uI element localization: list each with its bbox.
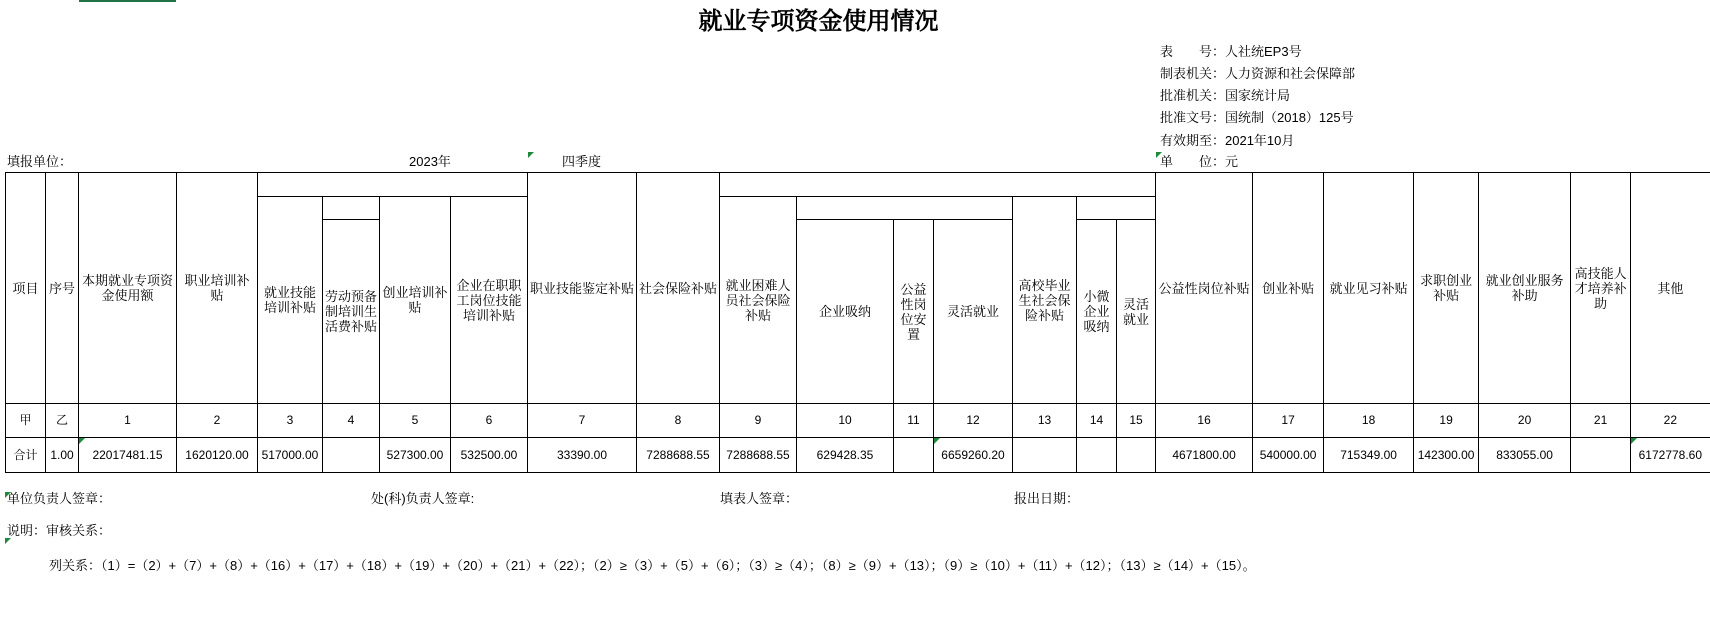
- index-row-cell-16[interactable]: 15: [1117, 404, 1156, 438]
- total-row-cell-8[interactable]: 33390.00: [528, 438, 637, 473]
- header-item[interactable]: 项目: [6, 173, 46, 404]
- index-row-cell-21[interactable]: 20: [1479, 404, 1571, 438]
- total-row-cell-22[interactable]: [1571, 438, 1631, 473]
- header-col-18[interactable]: 就业见习补贴: [1324, 173, 1414, 404]
- meta-approver[interactable]: 批准机关：国家统计局: [1160, 88, 1291, 103]
- column-selection-indicator: [79, 0, 176, 2]
- header-col-11[interactable]: 公益性岗位安置: [894, 220, 934, 404]
- index-row-cell-11[interactable]: 10: [797, 404, 894, 438]
- total-row-cell-12[interactable]: [894, 438, 934, 473]
- header-col-12[interactable]: 灵活就业: [934, 220, 1013, 404]
- total-row-cell-1[interactable]: 1.00: [46, 438, 79, 473]
- total-row-cell-13[interactable]: 6659260.20: [934, 438, 1013, 473]
- index-row-cell-22[interactable]: 21: [1571, 404, 1631, 438]
- report-date-label[interactable]: 报出日期：: [1014, 491, 1080, 506]
- index-row-cell-5[interactable]: 4: [323, 404, 380, 438]
- total-row-cell-23[interactable]: 6172778.60: [1631, 438, 1710, 473]
- total-row-cell-10[interactable]: 7288688.55: [720, 438, 797, 473]
- total-row-cell-9[interactable]: 7288688.55: [637, 438, 720, 473]
- total-row-cell-4[interactable]: 517000.00: [258, 438, 323, 473]
- index-row-cell-1[interactable]: 乙: [46, 404, 79, 438]
- report-year[interactable]: 2023年: [409, 154, 451, 169]
- cell-error-marker-icon: [79, 438, 85, 444]
- cell-error-marker-icon: [1631, 438, 1637, 444]
- total-row-cell-5[interactable]: [323, 438, 380, 473]
- report-quarter[interactable]: 四季度: [562, 154, 602, 169]
- header-col-1[interactable]: 本期就业专项资金使用额: [79, 173, 177, 404]
- section-head-signature-label[interactable]: 处(科)负责人签章:: [371, 491, 475, 506]
- total-row-cell-21[interactable]: 833055.00: [1479, 438, 1571, 473]
- funds-table: [5, 172, 1710, 473]
- total-row-cell-7[interactable]: 532500.00: [451, 438, 528, 473]
- header-col-21[interactable]: 高技能人才培养补助: [1571, 173, 1631, 404]
- index-row-cell-7[interactable]: 6: [451, 404, 528, 438]
- index-row-cell-15[interactable]: 14: [1077, 404, 1117, 438]
- index-row-cell-12[interactable]: 11: [894, 404, 934, 438]
- total-row-cell-20[interactable]: 142300.00: [1414, 438, 1479, 473]
- unit-head-signature-label[interactable]: 单位负责人签章：: [7, 491, 112, 506]
- meta-issuer[interactable]: 制表机关：人力资源和社会保障部: [1160, 66, 1356, 81]
- cell-error-marker-icon: [5, 492, 11, 498]
- header-col-19[interactable]: 求职创业补贴: [1414, 173, 1479, 404]
- total-row-cell-2[interactable]: 22017481.15: [79, 438, 177, 473]
- header-col-15[interactable]: 灵活就业: [1117, 220, 1156, 404]
- header-col-7[interactable]: 职业技能鉴定补贴: [528, 173, 637, 404]
- index-row-cell-3[interactable]: 2: [177, 404, 258, 438]
- note-label[interactable]: 说明：审核关系：: [7, 523, 112, 538]
- index-row-cell-9[interactable]: 8: [637, 404, 720, 438]
- index-row-cell-4[interactable]: 3: [258, 404, 323, 438]
- total-row-cell-17[interactable]: 4671800.00: [1156, 438, 1253, 473]
- total-row-cell-16[interactable]: [1117, 438, 1156, 473]
- cell-error-marker-icon: [1156, 152, 1162, 158]
- index-row-cell-0[interactable]: 甲: [6, 404, 46, 438]
- column-relations-text[interactable]: 列关系：（1）=（2）+（7）+（8）+（16）+（17）+（18）+（19）+（20）+（21）+（22）；（2）≥（3）+（5）+（6）；（3）≥（4）；（8）≥（9）+（13）；（9）≥（10）+（11）+（12）；（13）≥（14）+（15）。: [49, 558, 1256, 573]
- total-row-cell-14[interactable]: [1013, 438, 1077, 473]
- index-row-cell-8[interactable]: 7: [528, 404, 637, 438]
- cell-error-marker-icon: [934, 438, 940, 444]
- header-col-13[interactable]: 高校毕业生社会保险补贴: [1013, 197, 1077, 404]
- header-col-14[interactable]: 小微企业吸纳: [1077, 220, 1117, 404]
- header-col-10[interactable]: 企业吸纳: [797, 220, 894, 404]
- header-col-20[interactable]: 就业创业服务补助: [1479, 173, 1571, 404]
- index-row-cell-14[interactable]: 13: [1013, 404, 1077, 438]
- index-row-cell-20[interactable]: 19: [1414, 404, 1479, 438]
- header-col-6[interactable]: 企业在职职工岗位技能培训补贴: [451, 197, 528, 404]
- index-row-cell-23[interactable]: 22: [1631, 404, 1710, 438]
- header-col-22[interactable]: 其他: [1631, 173, 1710, 404]
- header-subgroup-col-4[interactable]: [323, 197, 380, 220]
- report-unit-label[interactable]: 填报单位：: [7, 154, 73, 169]
- header-col-3[interactable]: 就业技能培训补贴: [258, 197, 323, 404]
- header-col-5[interactable]: 创业培训补贴: [380, 197, 451, 404]
- header-group-insurance[interactable]: [720, 173, 1156, 197]
- header-seq[interactable]: 序号: [46, 173, 79, 404]
- table-row-total: [6, 438, 1710, 473]
- total-row-cell-0[interactable]: 合计: [6, 438, 46, 473]
- index-row-cell-10[interactable]: 9: [720, 404, 797, 438]
- header-group-training[interactable]: [258, 173, 528, 197]
- meta-unit[interactable]: 单 位：元: [1160, 154, 1239, 169]
- table-row-index: [6, 404, 1710, 438]
- header-subgroup-col-10-12[interactable]: [797, 197, 1013, 220]
- header-subgroup-col-14-15[interactable]: [1077, 197, 1156, 220]
- index-row-cell-6[interactable]: 5: [380, 404, 451, 438]
- header-col-16[interactable]: 公益性岗位补贴: [1156, 173, 1253, 404]
- filler-signature-label[interactable]: 填表人签章：: [720, 491, 799, 506]
- meta-approval-no[interactable]: 批准文号：国统制（2018）125号: [1160, 110, 1354, 125]
- cell-error-marker-icon: [5, 538, 11, 544]
- index-row-cell-13[interactable]: 12: [934, 404, 1013, 438]
- total-row-cell-19[interactable]: 715349.00: [1324, 438, 1414, 473]
- total-row-cell-18[interactable]: 540000.00: [1253, 438, 1324, 473]
- header-col-17[interactable]: 创业补贴: [1253, 173, 1324, 404]
- total-row-cell-11[interactable]: 629428.35: [797, 438, 894, 473]
- total-row-cell-15[interactable]: [1077, 438, 1117, 473]
- meta-form-no[interactable]: 表 号：人社统EP3号: [1160, 44, 1302, 59]
- header-col-2[interactable]: 职业培训补贴: [177, 173, 258, 404]
- header-col-4[interactable]: 劳动预备制培训生活费补贴: [323, 220, 380, 404]
- index-row-cell-18[interactable]: 17: [1253, 404, 1324, 438]
- total-row-cell-6[interactable]: 527300.00: [380, 438, 451, 473]
- index-row-cell-17[interactable]: 16: [1156, 404, 1253, 438]
- header-col-9[interactable]: 就业困难人员社会保险补贴: [720, 197, 797, 404]
- report-title[interactable]: 就业专项资金使用情况: [698, 8, 939, 35]
- cell-error-marker-icon: [528, 152, 534, 158]
- index-row-cell-2[interactable]: 1: [79, 404, 177, 438]
- index-row-cell-19[interactable]: 18: [1324, 404, 1414, 438]
- meta-valid-until[interactable]: 有效期至：2021年10月: [1160, 133, 1295, 148]
- total-row-cell-3[interactable]: 1620120.00: [177, 438, 258, 473]
- header-col-8[interactable]: 社会保险补贴: [637, 173, 720, 404]
